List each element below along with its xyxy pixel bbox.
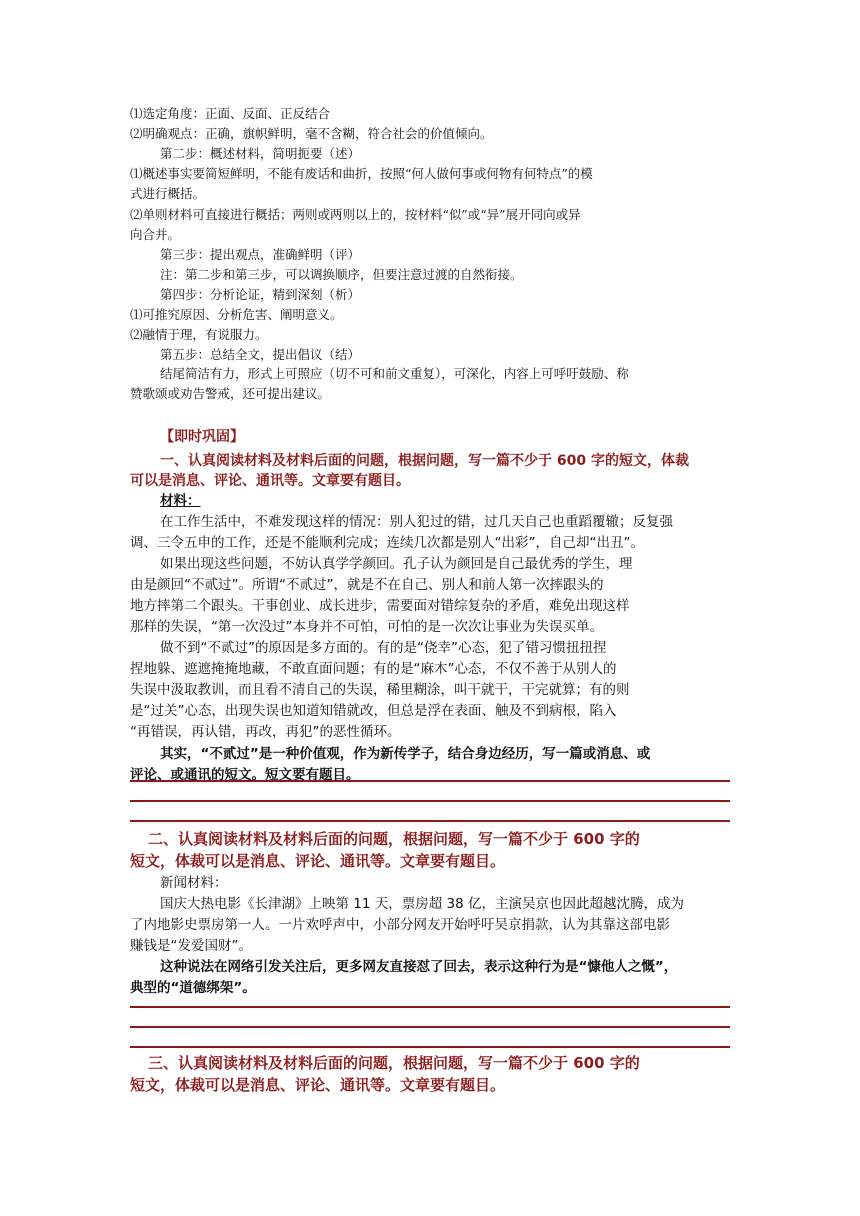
material-paragraph: 那样的失误，“第一次没过”本身并不可怕，可怕的是一次次让事业为失误买单。 (130, 619, 603, 635)
answer-line (130, 800, 730, 802)
answer-line (130, 1006, 730, 1008)
material-task: 评论、或通讯的短文。短文要有题目。 (130, 767, 360, 783)
news-paragraph: 赚钱是“发爱国财”。 (130, 938, 252, 954)
news-paragraph: 这种说法在网络引发关注后，更多网友直接怼了回去，表示这种行为是“慷他人之慨”， (160, 959, 678, 975)
method-line: ⑴选定角度：正面、反面、正反结合 (130, 106, 331, 121)
method-note: 注：第二步和第三步，可以调换顺序，但要注意过渡的自然衔接。 (160, 267, 523, 282)
news-material-label: 新闻材料： (160, 875, 228, 891)
method-line: ⑵单则材料可直接进行概括；两则或两则以上的，按材料“似”或“异”展开同向或异 (130, 207, 581, 222)
method-line: ⑵融情于理，有说服力。 (130, 327, 268, 342)
news-paragraph: 国庆大热电影《长津湖》上映第 11 天，票房超 38 亿，主演吴京也因此超越沈腾，成为 (160, 896, 685, 912)
method-line: 向合并。 (130, 227, 181, 242)
news-paragraph: 了内地影史票房第一人。一片欢呼声中，小部分网友开始呼吁吴京捐款，认为其靠这部电影 (130, 917, 670, 933)
material-paragraph: 在工作生活中，不难发现这样的情况：别人犯过的错，过几天自己也重蹈覆辙；反复强 (160, 514, 673, 530)
material-task: 其实，“不贰过”是一种价值观，作为新传学子，结合身边经历，写一篇或消息、或 (160, 746, 651, 762)
answer-line (130, 780, 730, 782)
material-paragraph: 地方摔第二个跟头。干事创业、成长进步，需要面对错综复杂的矛盾，难免出现这样 (130, 598, 630, 614)
question-2-prompt: 二、认真阅读材料及材料后面的问题，根据问题，写一篇不少于 600 字的 (148, 830, 640, 848)
answer-line (130, 1046, 730, 1048)
material-paragraph: 做不到“不贰过”的原因是多方面的。有的是“侥幸”心态，犯了错习惯扭扭捏 (160, 640, 607, 656)
question-2-prompt: 短文，体裁可以是消息、评论、通讯等。文章要有题目。 (130, 852, 506, 870)
method-line: ⑴概述事实要简短鲜明，不能有废话和曲折，按照“何人做何事或何物有何特点”的模 (130, 166, 593, 181)
material-paragraph: 由是颜回“不贰过”。所谓“不贰过”，就是不在自己、别人和前人第一次摔跟头的 (130, 577, 604, 593)
material-paragraph: 调、三令五申的工作，还是不能顺利完成；连续几次都是别人“出彩”，自己却“出丑”。 (130, 535, 644, 551)
question-3-prompt: 三、认真阅读材料及材料后面的问题，根据问题，写一篇不少于 600 字的 (148, 1054, 640, 1072)
material-paragraph: 失误中汲取教训，而且看不清自己的失误，稀里糊涂，叫干就干，干完就算；有的则 (130, 682, 630, 698)
material-label: 材料： (160, 493, 201, 509)
method-line: 结尾简洁有力，形式上可照应（切不可和前文重复），可深化，内容上可呼吁鼓励、称 (160, 366, 629, 381)
step-heading: 第四步：分析论证，精到深刻（析） (160, 287, 361, 302)
material-paragraph: 是“过关”心态，出现失误也知道知错就改，但总是浮在表面、触及不到病根，陷入 (130, 703, 617, 719)
answer-line (130, 1026, 730, 1028)
question-3-prompt: 短文，体裁可以是消息、评论、通讯等。文章要有题目。 (130, 1076, 506, 1094)
question-1-prompt: 可以是消息、评论、通讯等。文章要有题目。 (130, 473, 410, 489)
answer-line (130, 820, 730, 822)
method-line: ⑵明确观点：正确，旗帜鲜明，毫不含糊，符合社会的价值倾向。 (130, 126, 493, 141)
step-heading: 第三步：提出观点，准确鲜明（评） (160, 247, 361, 262)
question-1-prompt: 一、认真阅读材料及材料后面的问题，根据问题，写一篇不少于 600 字的短文，体裁 (160, 453, 689, 469)
material-paragraph: “再错误，再认错，再改，再犯”的恶性循环。 (130, 724, 401, 740)
method-line: 式进行概括。 (130, 186, 206, 201)
step-heading: 第二步：概述材料，简明扼要（述） (160, 146, 361, 161)
material-paragraph: 捏地躲、遮遮掩掩地藏，不敢直面问题；有的是“麻木”心态，不仅不善于从别人的 (130, 661, 617, 677)
step-heading: 第五步：总结全文，提出倡议（结） (160, 347, 361, 362)
news-paragraph: 典型的“道德绑架”。 (130, 980, 256, 996)
method-line: ⑴可推究原因、分析危害、阐明意义。 (130, 307, 343, 322)
method-line: 赞歌颂或劝告警戒，还可提出建议。 (130, 386, 331, 401)
material-paragraph: 如果出现这些问题，不妨认真学学颜回。孔子认为颜回是自己最优秀的学生，理 (160, 556, 633, 572)
section-title: 【即时巩固】 (160, 429, 244, 445)
